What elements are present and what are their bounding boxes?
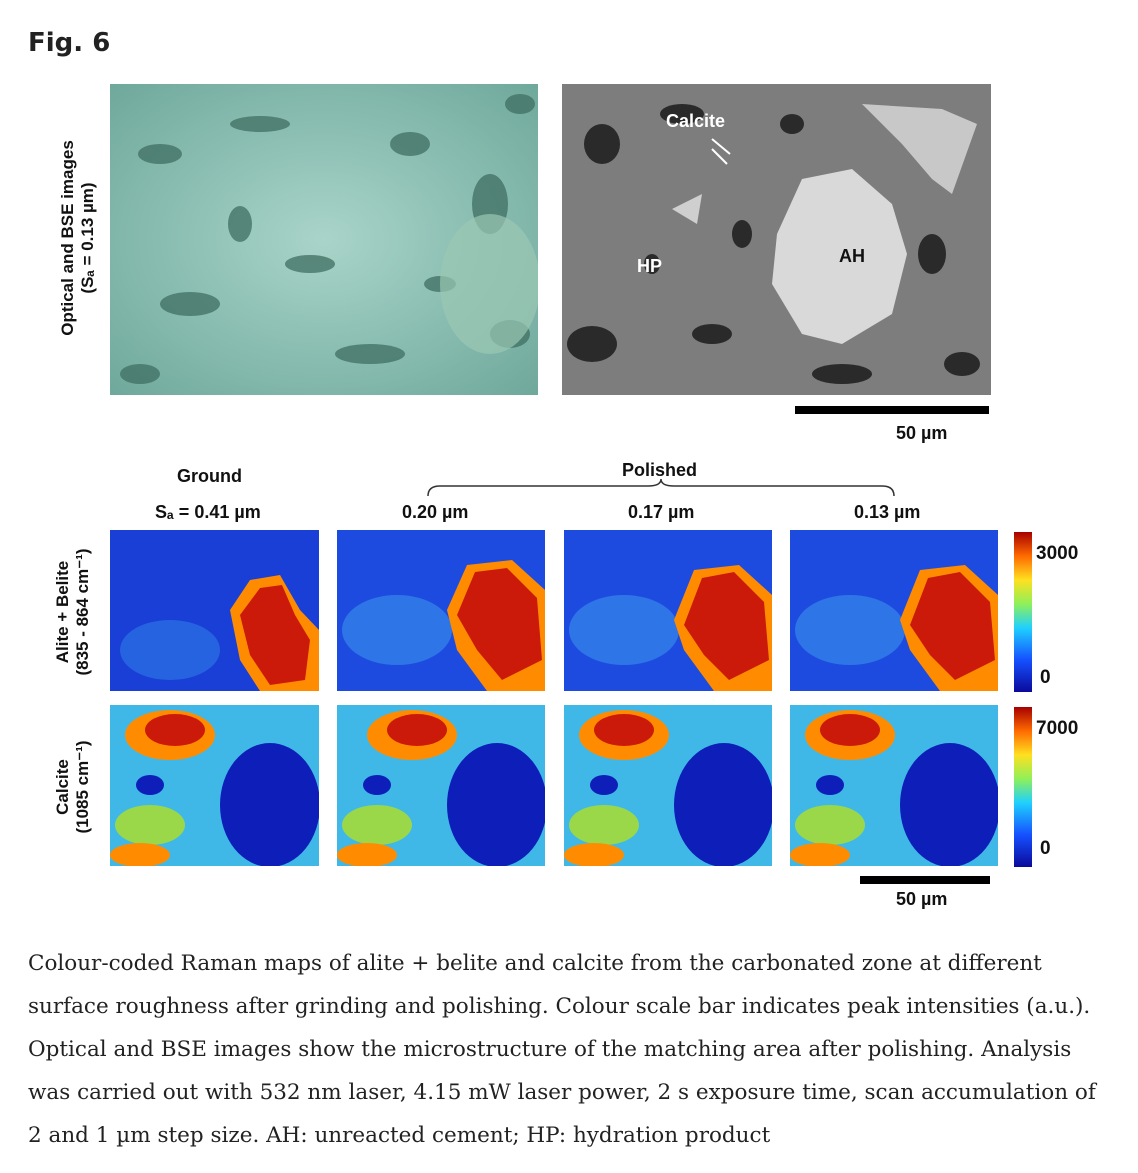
- colorbar-1-min: 0: [1040, 667, 1051, 688]
- colorbar-2-min: 0: [1040, 838, 1051, 859]
- optical-bse-side-label: [58, 108, 102, 368]
- roughness-017: 0.17 µm: [628, 502, 695, 522]
- roughness-013: 0.13 µm: [854, 502, 921, 522]
- row-label-calcite: [53, 687, 97, 887]
- roughness-020: 0.20 µm: [402, 502, 469, 522]
- raman-map-alite-020: [337, 530, 545, 691]
- roughness-ground: Sₐ = 0.41 µm: [155, 502, 261, 522]
- polished-bracket: [426, 478, 896, 500]
- row-label-2-line1: Calcite: [53, 759, 72, 815]
- bse-image: [562, 84, 991, 395]
- scale-bar-bottom-label: 50 µm: [896, 889, 948, 909]
- header-polished: Polished: [622, 460, 698, 480]
- raman-map-alite-013: [790, 530, 998, 691]
- row-label-1-line1: Alite + Belite: [53, 560, 72, 664]
- row-label-alite-belite: [53, 512, 97, 712]
- colorbar-2-max: 7000: [1036, 718, 1079, 739]
- colorbar-alite-belite: [1014, 532, 1032, 692]
- raman-map-calcite-013: [790, 705, 998, 866]
- raman-map-alite-017: [564, 530, 772, 691]
- scale-bar-top-label: 50 µm: [896, 423, 948, 443]
- colorbar-1-max: 3000: [1036, 543, 1079, 564]
- raman-map-calcite-017: [564, 705, 772, 866]
- row-label-1-line2: (835 - 864 cm⁻¹): [73, 548, 92, 676]
- header-ground: Ground: [177, 466, 242, 486]
- colorbar-calcite: [1014, 707, 1032, 867]
- raman-map-alite-ground: [110, 530, 319, 691]
- figure-caption: Colour-coded Raman maps of alite + belite and calcite from the carbonated zone at different surface roughness after grinding and polishing. Colour scale bar indicates peak intensities (a.u.). Optical and BSE images show the microstructure of the matching area after polishing. Analysis was carried out with 532 nm laser, 4.15 mW laser power, 2 s exposure time, scan accumulation of 2 and 1 µm step size. AH: unreacted cement; HP: hydration product: [28, 951, 1096, 1148]
- optical-image: [110, 84, 538, 395]
- row-label-2-line2: (1085 cm⁻¹): [73, 740, 92, 834]
- raman-map-calcite-020: [337, 705, 545, 866]
- raman-map-calcite-ground: [110, 705, 319, 866]
- scale-bar-top: [795, 406, 989, 414]
- bse-label-calcite: Calcite: [666, 111, 726, 131]
- bse-label-hp: HP: [637, 256, 663, 276]
- scale-bar-bottom: [860, 876, 990, 884]
- bse-label-ah: AH: [839, 246, 865, 266]
- side-label-line1: Optical and BSE images: [58, 140, 77, 336]
- figure-title: Fig. 6: [28, 28, 111, 58]
- side-label-line2: (Sₐ = 0.13 µm): [78, 182, 97, 294]
